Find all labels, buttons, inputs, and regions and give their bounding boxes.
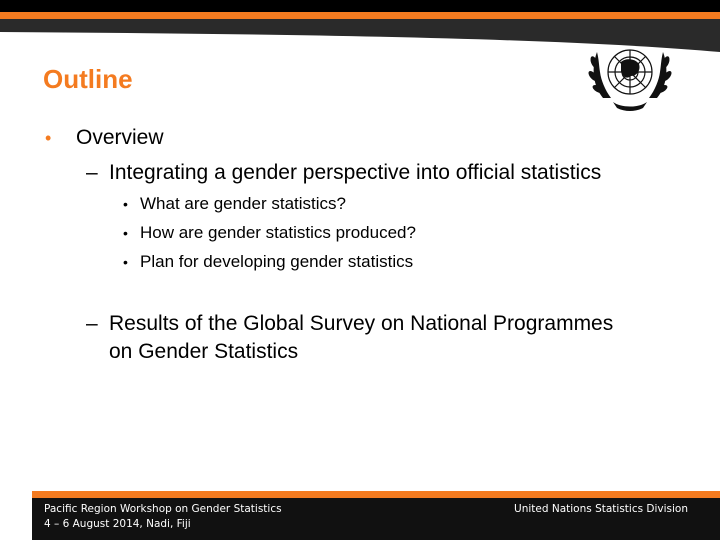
dash-marker: –	[86, 161, 98, 184]
header-orange-bar	[0, 12, 720, 19]
bullet-marker: •	[123, 225, 128, 241]
footer-orange-bar	[32, 491, 720, 498]
footer-event-title: Pacific Region Workshop on Gender Statistics	[44, 503, 282, 515]
item-plan: Plan for developing gender statistics	[140, 252, 414, 271]
item-how-are: How are gender statistics produced?	[140, 223, 416, 242]
slide-title: Outline	[43, 64, 133, 94]
subbullet-results-line-2: on Gender Statistics	[109, 340, 299, 363]
dash-marker: –	[86, 312, 98, 335]
footer-event-date: 4 – 6 August 2014, Nadi, Fiji	[44, 518, 191, 530]
footer-organization: United Nations Statistics Division	[514, 503, 688, 515]
bullet-marker: •	[123, 196, 128, 212]
subbullet-results-line-1: Results of the Global Survey on National Programmes	[109, 312, 614, 335]
item-what-are: What are gender statistics?	[140, 194, 346, 213]
bullet-marker: •	[45, 128, 52, 148]
un-emblem-icon	[583, 36, 677, 118]
subbullet-integrating: Integrating a gender perspective into official statistics	[109, 161, 602, 184]
header-black-bar	[0, 0, 720, 12]
bullet-overview: Overview	[76, 126, 164, 149]
footer-event	[44, 502, 282, 532]
bullet-marker: •	[123, 254, 128, 270]
